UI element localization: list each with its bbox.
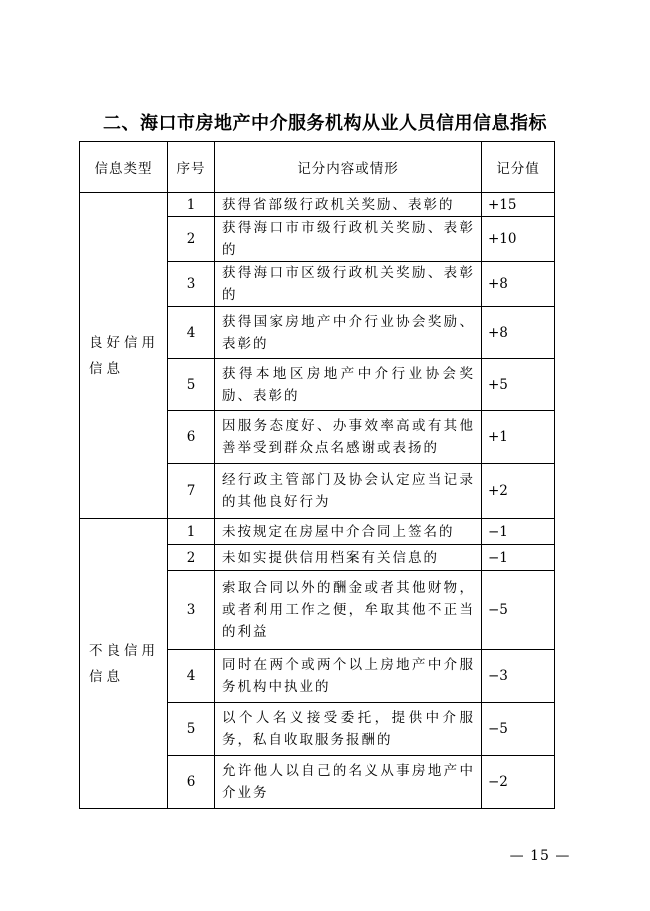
header-content: 记分内容或情形 [215,142,482,193]
page-title: 二、海口市房地产中介服务机构从业人员信用信息指标 [103,113,547,134]
row-number: 1 [168,193,215,217]
row-content: 未按规定在房屋中介合同上签名的 [215,519,482,545]
row-score: +10 [482,217,555,262]
row-content: 索取合同以外的酬金或者其他财物，或者利用工作之便，牟取其他不正当的利益 [215,571,482,650]
header-info-type: 信息类型 [80,142,168,193]
credit-indicator-table [79,141,555,809]
row-content: 获得省部级行政机关奖励、表彰的 [215,193,482,217]
row-score: +2 [482,464,555,519]
page-number-text: — 15 — [509,848,571,864]
row-content: 获得本地区房地产中介行业协会奖励、表彰的 [215,359,482,411]
row-content: 未如实提供信用档案有关信息的 [215,545,482,571]
row-score: −3 [482,650,555,703]
row-number: 4 [168,307,215,359]
row-score: −1 [482,545,555,571]
row-number: 3 [168,262,215,307]
row-content: 因服务态度好、办事效率高或有其他善举受到群众点名感谢或表扬的 [215,411,482,464]
row-score: +8 [482,307,555,359]
header-serial-number: 序号 [168,142,215,193]
table-row [80,519,555,545]
row-content: 经行政主管部门及协会认定应当记录的其他良好行为 [215,464,482,519]
row-score: +8 [482,262,555,307]
row-score: −5 [482,571,555,650]
row-number: 7 [168,464,215,519]
page-number [0,848,650,864]
header-score: 记分值 [482,142,555,193]
group-type-bad: 不良信用信息 [80,519,168,809]
row-number: 1 [168,519,215,545]
row-number: 5 [168,359,215,411]
row-number: 6 [168,756,215,809]
row-number: 3 [168,571,215,650]
row-score: −5 [482,703,555,756]
group-type-good: 良好信用信息 [80,193,168,519]
row-number: 6 [168,411,215,464]
row-score: +1 [482,411,555,464]
row-number: 5 [168,703,215,756]
row-score: −2 [482,756,555,809]
row-content: 同时在两个或两个以上房地产中介服务机构中执业的 [215,650,482,703]
row-content: 获得海口市区级行政机关奖励、表彰的 [215,262,482,307]
row-content: 允许他人以自己的名义从事房地产中介业务 [215,756,482,809]
row-score: +5 [482,359,555,411]
row-number: 2 [168,217,215,262]
row-number: 4 [168,650,215,703]
row-content: 获得国家房地产中介行业协会奖励、表彰的 [215,307,482,359]
row-content: 以个人名义接受委托，提供中介服务，私自收取服务报酬的 [215,703,482,756]
row-number: 2 [168,545,215,571]
table-row [80,193,555,217]
table-header-row [80,142,555,193]
row-content: 获得海口市市级行政机关奖励、表彰的 [215,217,482,262]
row-score: −1 [482,519,555,545]
row-score: +15 [482,193,555,217]
